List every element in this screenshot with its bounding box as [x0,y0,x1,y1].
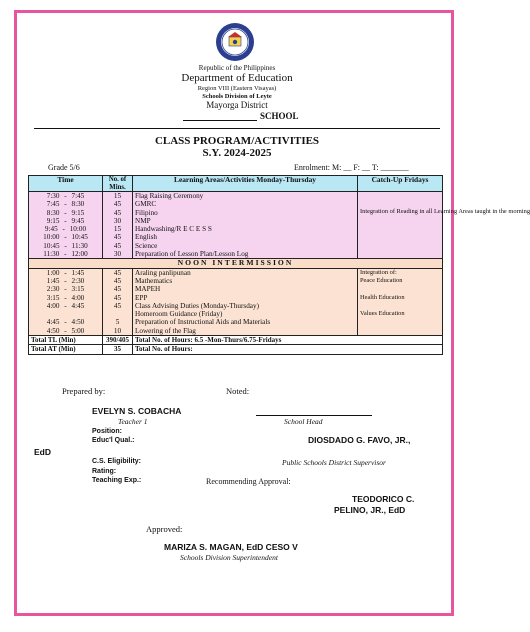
header-divider [34,128,440,129]
time-separator: - [64,250,67,259]
activity-cell: Lowering of the Flag [133,327,358,336]
minutes-cell: 45 [103,277,133,285]
minutes-cell: 5 [103,318,133,326]
total-row [29,336,443,345]
superintendent-name: MARIZA S. MAGAN, EdD CESO V [164,542,298,552]
cs-eligibility-label: C.S. Eligibility: [92,458,142,465]
time-header: Time [29,176,103,192]
start-time: 1:00 [46,268,60,277]
activity-cell: Preparation of Instructional Aids and Materials [133,318,358,326]
minutes-cell: 45 [103,209,133,217]
activity-cell: Araling panlipunan [133,268,358,277]
noon-intermission-row [29,259,443,268]
catchup-cell [358,327,443,336]
am-catchup-text: Integration of Reading in all Learning Areas taught in the morning [360,208,530,215]
activity-cell: Preparation of Lesson Plan/Lesson Log [133,250,358,259]
superintendent-title: Schools Division Superintendent [180,553,278,562]
approved-label: Approved: [146,524,183,534]
start-time: 7:30 [46,192,60,200]
school-head-signature-line [256,415,372,416]
time-separator: - [64,216,67,225]
am-catchup-cell [358,192,530,259]
end-time: 8:30 [71,200,85,209]
start-time: 2:30 [46,285,60,294]
recommender-name-line1: TEODORICO C. [352,494,415,504]
minutes-cell: 45 [103,302,133,310]
time-cell [29,200,103,208]
activity-cell: Mathematics [133,277,358,285]
activity-cell: Class Advising Duties (Monday-Thursday) [133,302,358,310]
minutes-cell: 45 [103,200,133,208]
time-separator: - [64,276,67,285]
start-time: 4:00 [46,301,60,310]
time-cell [29,310,103,318]
catchup-cell: Values Education [358,310,443,318]
minutes-cell: 30 [103,217,133,225]
table-row [29,277,443,285]
time-cell [29,209,103,217]
end-time: 12:00 [71,250,88,259]
school-head-title: School Head [284,417,323,426]
minutes-cell: 15 [103,192,133,201]
start-time: 7:45 [46,200,60,209]
recommending-approval-label: Recommending Approval: [206,477,291,486]
educ-qual-label: Educ'l Qual.: [92,437,135,444]
catchup-header: Catch-Up Fridays [358,176,443,192]
total-label: Total TL (Min) [29,336,103,345]
time-cell [29,277,103,285]
table-row [29,285,443,293]
minutes-cell: 15 [103,225,133,233]
areas-header: Learning Areas/Activities Monday-Thursday [133,176,358,192]
recommender-name-line2: PELINO, JR., EdD [334,505,406,515]
time-cell [29,294,103,302]
start-time: 1:45 [46,276,60,285]
department-name: Department of Education [181,72,293,84]
minutes-cell: 45 [103,233,133,241]
minutes-cell: 45 [103,242,133,250]
time-separator: - [64,192,67,200]
teaching-exp-label: Teaching Exp.: [92,477,142,484]
table-row [29,268,443,277]
time-cell [29,327,103,336]
class-schedule-table [28,175,530,355]
division-line: Schools Division of Leyte [202,93,272,100]
end-time: 9:15 [71,208,85,217]
start-time: 10:00 [43,233,60,242]
table-header-row [29,176,443,192]
total-text: Total No. of Hours: 6.5 -Mon-Thurs/6.75-Fridays [133,336,443,345]
noon-intermission-label: NOON INTERMISSION [29,259,443,268]
catchup-cell: Peace Education [358,277,443,285]
end-time: 4:45 [71,301,85,310]
end-time: 2:30 [71,276,85,285]
table-row [29,294,443,302]
time-separator: - [64,233,67,242]
program-title: CLASS PROGRAM/ACTIVITIES [154,135,320,147]
activity-cell: Flag Raising Ceremony [133,192,358,201]
total-text: Total No. of Hours: [133,345,443,354]
school-name-blank [183,120,257,121]
teacher-title: Teacher 1 [118,417,148,426]
minutes-cell: 10 [103,327,133,336]
enrolment-line: Enrolment: M: __ F: __ T: _______ [294,163,409,172]
time-separator: - [64,268,67,277]
minutes-cell: 30 [103,250,133,259]
school-label: SCHOOL [260,111,299,121]
start-time: 3:15 [46,293,60,302]
noted-label: Noted: [226,386,250,396]
activity-cell: Science [133,242,358,250]
start-time: 11:30 [43,250,60,259]
time-separator: - [64,318,67,327]
time-cell [29,233,103,241]
end-time: 7:45 [71,192,85,200]
rating-label: Rating: [92,468,117,475]
end-time: 5:00 [71,326,85,335]
district-line: Mayorga District [206,100,268,110]
supervisor-name: DIOSDADO G. FAVO, JR., [308,435,411,445]
time-cell [29,250,103,259]
time-separator: - [64,200,67,209]
catchup-cell [358,318,443,326]
catchup-cell [358,302,443,310]
time-separator: - [62,225,65,234]
end-time: 4:50 [71,318,85,327]
catchup-cell: Health Education [358,294,443,302]
activity-cell: Handwashing/R E C E S S [133,225,358,233]
start-time: 8:30 [46,208,60,217]
activity-cell: MAPEH [133,285,358,293]
time-cell [29,217,103,225]
time-cell [29,285,103,293]
total-row [29,345,443,354]
table-row [29,302,443,310]
time-cell [29,268,103,277]
time-separator: - [64,285,67,294]
supervisor-title: Public Schools District Supervisor [282,458,386,467]
end-time: 3:15 [71,285,85,294]
time-cell [29,192,103,201]
activity-cell: GMRC [133,200,358,208]
minutes-cell: 45 [103,268,133,277]
catchup-cell [358,285,443,293]
table-row [29,327,443,336]
region-line: Region VIII (Eastern Visayas) [197,85,277,92]
total-value: 390/405 [103,336,133,345]
start-time: 4:50 [46,326,60,335]
end-time: 10:00 [69,225,87,234]
time-separator: - [64,301,67,310]
start-time: 9:15 [46,216,60,225]
mins-header: No. of Mins. [103,176,133,192]
end-time: 9:45 [71,216,85,225]
time-cell [29,318,103,326]
republic-line: Republic of the Philippines [198,64,276,72]
end-time: 10:45 [71,233,88,242]
time-separator: - [64,326,67,335]
start-time: 9:45 [44,225,58,234]
time-cell [29,302,103,310]
time-separator: - [64,293,67,302]
end-time: 4:00 [71,293,85,302]
activity-cell: Homeroom Guidance (Friday) [133,310,358,318]
time-cell [29,225,103,233]
minutes-cell [103,310,133,318]
end-time: 1:45 [71,268,85,277]
table-row [29,318,443,326]
position-label: Position: [92,428,122,435]
supervisor-edd: EdD [34,447,51,457]
activity-cell: English [133,233,358,241]
total-value: 35 [103,345,133,354]
total-label: Total AT (Min) [29,345,103,354]
deped-seal-icon [215,22,255,62]
table-row [29,192,443,201]
table-row [29,310,443,318]
start-time: 10:45 [43,241,60,250]
minutes-cell: 45 [103,294,133,302]
prepared-by-label: Prepared by: [62,386,106,396]
activity-cell: NMP [133,217,358,225]
grade-label: Grade 5/6 [48,163,80,172]
school-year: S.Y. 2024-2025 [202,147,272,159]
time-separator: - [64,208,67,217]
time-separator: - [64,241,67,250]
catchup-cell: Integration of: [358,268,443,277]
minutes-cell: 45 [103,285,133,293]
end-time: 11:30 [71,241,88,250]
teacher-name: EVELYN S. COBACHA [92,406,182,416]
activity-cell: Filipino [133,209,358,217]
start-time: 4:45 [46,318,60,327]
time-cell [29,242,103,250]
activity-cell: EPP [133,294,358,302]
